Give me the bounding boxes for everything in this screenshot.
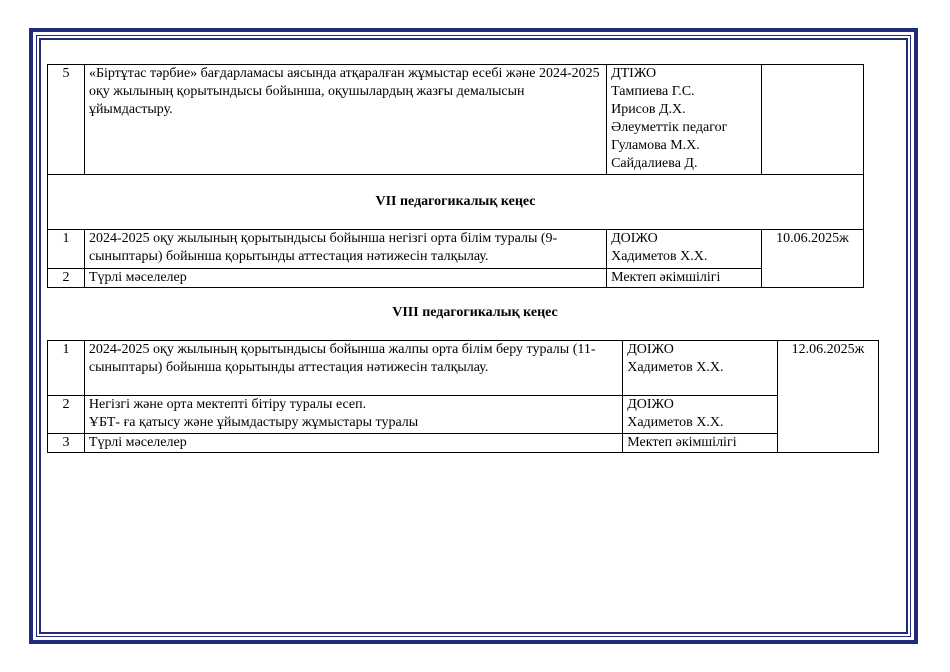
row-number: 3: [48, 434, 85, 453]
date-cell: [762, 65, 864, 175]
plan-table-vii: [47, 64, 864, 288]
responsible-cell: ДОІЖО Хадиметов Х.Х.: [623, 396, 778, 434]
section-row: [48, 175, 864, 230]
task-cell: Түрлі мәселелер: [84, 434, 622, 453]
table-row: [48, 341, 879, 396]
task-cell: 2024-2025 оқу жылының қорытындысы бойынша негізгі орта білім туралы (9-сыныптары) бойынша қорытынды аттестация нәтижесін талқылау.: [84, 230, 606, 269]
table-row: [48, 65, 864, 175]
plan-table-viii: [47, 340, 879, 453]
responsible-cell: ДТІЖО Тампиева Г.С. Ирисов Д.Х. Әлеуметтік педагог Гуламова М.Х. Сайдалиева Д.: [607, 65, 762, 175]
row-number: 2: [48, 269, 85, 288]
date-cell: 10.06.2025ж: [762, 230, 864, 288]
table-row: [48, 230, 864, 269]
section-heading-vii: VII педагогикалық кеңес: [48, 175, 864, 230]
row-number: 5: [48, 65, 85, 175]
row-number: 1: [48, 341, 85, 396]
section-heading-viii: VIII педагогикалық кеңес: [392, 305, 558, 320]
responsible-cell: ДОІЖО Хадиметов Х.Х.: [623, 341, 778, 396]
responsible-cell: Мектеп әкімшілігі: [607, 269, 762, 288]
responsible-cell: ДОІЖО Хадиметов Х.Х.: [607, 230, 762, 269]
responsible-cell: Мектеп әкімшілігі: [623, 434, 778, 453]
task-cell: Түрлі мәселелер: [84, 269, 606, 288]
table-row: [48, 396, 879, 434]
date-cell: 12.06.2025ж: [778, 341, 879, 453]
row-number: 1: [48, 230, 85, 269]
task-cell: «Біртұтас тәрбие» бағдарламасы аясында атқаралған жұмыстар есебі және 2024-2025 оқу жылының қорытындысы бойынша, оқушылардың жазғы демалысын ұйымдастыру.: [84, 65, 606, 175]
task-cell: 2024-2025 оқу жылының қорытындысы бойынша жалпы орта білім беру туралы (11-сыныптары) бойынша қорытынды аттестация нәтижесін талқылау.: [84, 341, 622, 396]
table-row: [48, 269, 864, 288]
row-number: 2: [48, 396, 85, 434]
table-row: [48, 434, 879, 453]
task-cell: Негізгі және орта мектепті бітіру туралы есеп. ҰБТ- ға қатысу және ұйымдастыру жұмыстары туралы: [84, 396, 622, 434]
